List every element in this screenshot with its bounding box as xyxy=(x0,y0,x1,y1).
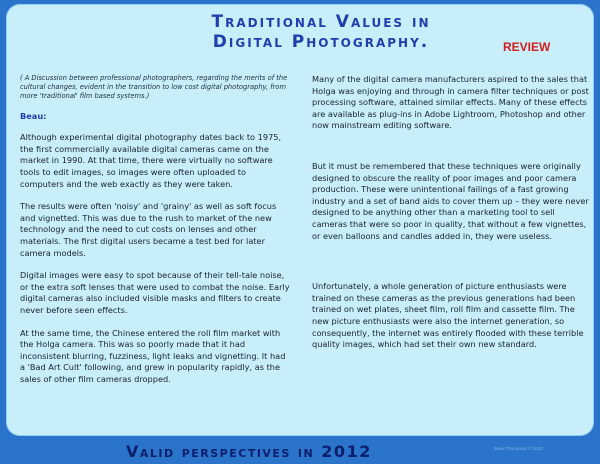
right-paragraph-1: Many of the digital camera manufacturers aspired to the sales that Holga was enjoying and through in camera filter techniques or post processing software, attained similar effects. Many of these effects are available as plug-ins in Adobe Lightroom, Photoshop and other now mainstream editing software. xyxy=(312,74,589,131)
review-badge: REVIEW xyxy=(503,40,551,54)
page-title xyxy=(156,12,486,52)
paragraph-gap xyxy=(312,143,590,161)
title-line-2: Digital Photography. xyxy=(212,32,430,52)
right-paragraph-3: Unfortunately, a whole generation of picture enthusiasts were trained on these cameras as the previous generations had been trained on wet plates, sheet film, roll film and cassette film. The new picture enthusiasts were also the internet generation, so consequently, the internet was entirely flooded with these terrible quality images, which had set their own new standard. xyxy=(312,281,584,350)
right-paragraph-2: But it must be remembered that these techniques were originally designed to obscure the reality of poor images and poor camera production. These were unintentional failings of a fast growing industry and a set of band aids to cover them up – they were never designed to be anything other than a marketing tool to sell cameras that were so poor in quality, that without a few vignettes, or even balloons and candles added in, they were useless. xyxy=(312,160,589,241)
credit-text: Beau Thompson © 2012 xyxy=(494,446,543,451)
footer-title: Valid perspectives in 2012 xyxy=(126,442,372,461)
title-line-1: Traditional Values in xyxy=(211,12,431,32)
left-paragraph-2: The results were often 'noisy' and 'grainy' as well as soft focus and vignetted. This was due to the rush to market of the new technology and the need to cut costs on lenses and other materials. The first digital users became a test bed for later camera models. xyxy=(20,201,277,258)
paragraph-gap xyxy=(312,253,590,281)
left-column xyxy=(20,74,292,396)
left-paragraph-3: Digital images were easy to spot because of their tell-tale noise, or the extra soft lenses that were used to combat the noise. Early digital cameras also included visible masks and filters to create never before seen effects. xyxy=(20,270,290,315)
left-paragraph-1: Although experimental digital photography dates back to 1975, the first commercially available digital cameras came on the market in 1990. At that time, there were virtually no software tools to edit images, so images were often uploaded to computers and the web exactly as they were taken. xyxy=(20,132,282,189)
right-column xyxy=(312,74,590,362)
intro-note: ( A Discussion between professional photographers, regarding the merits of the cultural changes, evident in the transition to low cost digital photography, from more 'traditional' film based systems.) xyxy=(20,74,288,101)
left-paragraph-4: At the same time, the Chinese entered the roll film market with the Holga camera. This was so poorly made that it had inconsistent blurring, fuzziness, light leaks and vignetting. It had a 'Bad Art Cult' following, and grew in popularity rapidly, as the sales of other film cameras dropped. xyxy=(20,327,286,384)
speaker-label: Beau: xyxy=(20,110,47,121)
